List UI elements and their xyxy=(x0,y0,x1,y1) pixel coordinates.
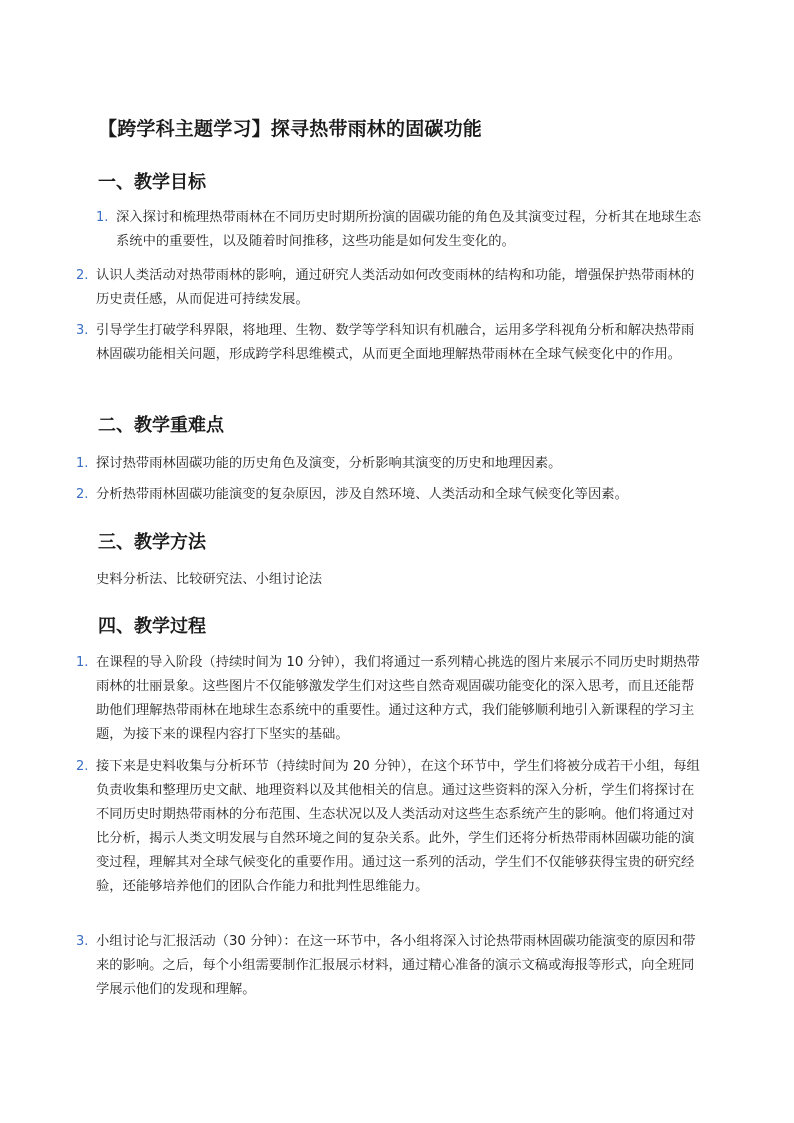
section-heading-key-points: 二、教学重难点 xyxy=(98,415,224,436)
list-number: 2. xyxy=(76,268,89,283)
list-item-text: 认识人类活动对热带雨林的影响，通过研究人类活动如何改变雨林的结构和功能，增强保护热带雨林的历史责任感，从而促进可持续发展。 xyxy=(96,268,695,307)
list-item-text: 在课程的导入阶段（持续时间为 10 分钟），我们将通过一系列精心挑选的图片来展示不同历史时期热带雨林的壮丽景象。这些图片不仅能够激发学生们对这些自然奇观固碳功能变化的深入思考，而且还能帮助他们理解热带雨林在地球生态系统中的重要性。通过这种方式，我们能够顺利地引入新课程的学习主题，为接下来的课程内容打下坚实的基础。 xyxy=(96,655,700,742)
list-item-text: 接下来是史料收集与分析环节（持续时间为 20 分钟），在这个环节中，学生们将被分成若干小组，每组负责收集和整理历史文献、地理资料以及其他相关的信息。通过这些资料的深入分析，学生们将探讨在不同历史时期热带雨林的分布范围、生态状况以及人类活动对这些生态系统产生的影响。他们将通过对比分析，揭示人类文明发展与自然环境之间的复杂关系。此外，学生们还将分析热带雨林固碳功能的演变过程，理解其对全球气候变化的重要作用。通过这一系列的活动，学生们不仅能够获得宝贵的研究经验，还能够培养他们的团队合作能力和批判性思维能力。 xyxy=(96,759,700,894)
list-item-text: 深入探讨和梳理热带雨林在不同历史时期所扮演的固碳功能的角色及其演变过程，分析其在地球生态系统中的重要性，以及随着时间推移，这些功能是如何发生变化的。 xyxy=(116,210,702,249)
section-heading-objectives: 一、教学目标 xyxy=(98,172,206,193)
objective-item-2 xyxy=(76,264,706,312)
list-number: 3. xyxy=(76,323,89,338)
list-number: 3. xyxy=(76,934,89,949)
list-item-text: 小组讨论与汇报活动（30 分钟）：在这一环节中，各小组将深入讨论热带雨林固碳功能演变的原因和带来的影响。之后，每个小组需要制作汇报展示材料，通过精心准备的演示文稿或海报等形式，向全班同学展示他们的发现和理解。 xyxy=(96,934,696,997)
list-item-text: 分析热带雨林固碳功能演变的复杂原因，涉及自然环境、人类活动和全球气候变化等因素。 xyxy=(96,487,628,502)
list-item-text: 引导学生打破学科界限，将地理、生物、数学等学科知识有机融合，运用多学科视角分析和解决热带雨林固碳功能相关问题，形成跨学科思维模式，从而更全面地理解热带雨林在全球气候变化中的作用。 xyxy=(96,323,695,362)
list-number: 2. xyxy=(76,487,89,502)
list-number: 2. xyxy=(76,759,89,774)
objective-item-3 xyxy=(76,319,706,367)
section-heading-process: 四、教学过程 xyxy=(98,616,206,637)
objective-item-1 xyxy=(96,206,706,254)
key-point-item-2 xyxy=(76,483,706,507)
section-heading-methods: 三、教学方法 xyxy=(98,532,206,553)
key-point-item-1 xyxy=(76,452,706,476)
list-number: 1. xyxy=(76,655,89,670)
list-number: 1. xyxy=(96,210,109,225)
document-title: 【跨学科主题学习】探寻热带雨林的固碳功能 xyxy=(98,118,483,140)
process-item-2 xyxy=(76,755,706,899)
process-item-1 xyxy=(76,651,706,747)
list-number: 1. xyxy=(76,456,89,471)
process-item-3 xyxy=(76,930,706,1002)
methods-text: 史料分析法、比较研究法、小组讨论法 xyxy=(96,572,323,587)
list-item-text: 探讨热带雨林固碳功能的历史角色及演变，分析影响其演变的历史和地理因素。 xyxy=(96,456,562,471)
